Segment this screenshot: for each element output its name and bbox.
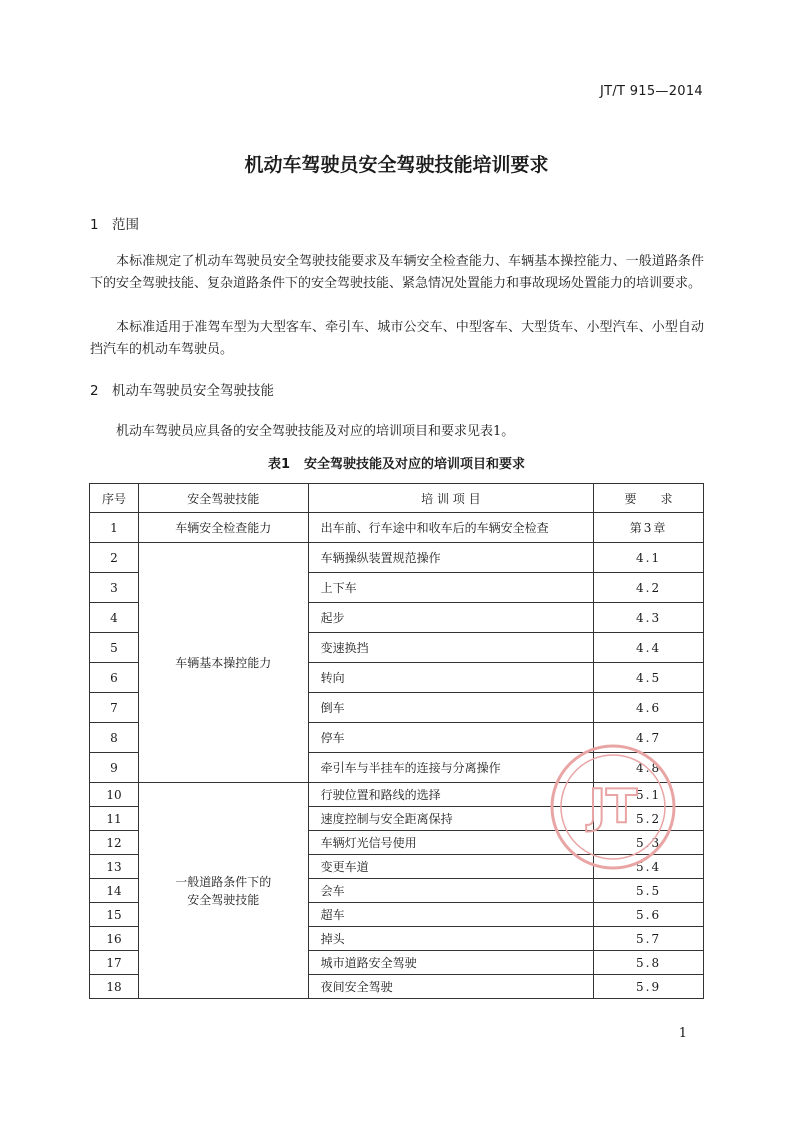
standard-code: JT/T 915—2014 <box>599 84 703 99</box>
table-row <box>90 513 704 543</box>
row-item: 速度控制与安全距离保持 <box>308 807 593 831</box>
row-requirement: 4.7 <box>594 723 704 753</box>
seal-logo-text: JT <box>588 779 638 833</box>
row-requirement: 4.6 <box>594 693 704 723</box>
row-seq: 6 <box>90 663 139 693</box>
row-seq: 7 <box>90 693 139 723</box>
table-caption <box>0 453 793 472</box>
training-requirements-table <box>89 483 704 999</box>
row-item: 出车前、行车途中和收车后的车辆安全检查 <box>308 513 593 543</box>
row-seq: 2 <box>90 543 139 573</box>
row-seq: 4 <box>90 603 139 633</box>
row-item: 起步 <box>308 603 593 633</box>
section-title: 范围 <box>112 217 139 233</box>
row-item: 会车 <box>308 879 593 903</box>
row-seq: 13 <box>90 855 139 879</box>
row-requirement: 4.2 <box>594 573 704 603</box>
row-requirement: 4.4 <box>594 633 704 663</box>
row-requirement: 5.3 <box>594 831 704 855</box>
row-item: 变更车道 <box>308 855 593 879</box>
table-header-row <box>90 484 704 513</box>
row-skill <box>138 783 308 999</box>
page-number: 1 <box>678 1026 687 1041</box>
table-caption-number: 表1 <box>267 457 291 472</box>
row-item: 停车 <box>308 723 593 753</box>
skill-line-2: 安全驾驶技能 <box>187 892 260 907</box>
scope-paragraph-1: 本标准规定了机动车驾驶员安全驾驶技能要求及车辆安全检查能力、车辆基本操控能力、一般道路条件下的安全驾驶技能、复杂道路条件下的安全驾驶技能、紧急情况处置能力和事故现场处置能力的培训要求。 <box>90 254 704 291</box>
header-requirement: 要 求 <box>594 484 704 513</box>
skill-line-1: 一般道路条件下的 <box>175 874 272 889</box>
row-requirement: 5.5 <box>594 879 704 903</box>
row-seq: 3 <box>90 573 139 603</box>
row-seq: 10 <box>90 783 139 807</box>
row-skill: 车辆安全检查能力 <box>138 513 308 543</box>
table-caption-text: 安全驾驶技能及对应的培训项目和要求 <box>304 457 526 472</box>
row-seq: 12 <box>90 831 139 855</box>
row-seq: 14 <box>90 879 139 903</box>
row-requirement: 5.9 <box>594 975 704 999</box>
row-requirement: 4.3 <box>594 603 704 633</box>
row-skill: 车辆基本操控能力 <box>138 543 308 783</box>
row-item: 车辆操纵装置规范操作 <box>308 543 593 573</box>
row-item: 转向 <box>308 663 593 693</box>
row-requirement: 5.6 <box>594 903 704 927</box>
row-requirement: 4.1 <box>594 543 704 573</box>
section-1-heading <box>90 213 139 233</box>
section-number: 1 <box>90 217 99 233</box>
skills-paragraph: 机动车驾驶员应具备的安全驾驶技能及对应的培训项目和要求见表1。 <box>116 424 515 439</box>
table-row <box>90 783 704 807</box>
row-requirement: 5.2 <box>594 807 704 831</box>
row-requirement: 4.5 <box>594 663 704 693</box>
row-seq: 1 <box>90 513 139 543</box>
row-seq: 15 <box>90 903 139 927</box>
row-requirement: 5.1 <box>594 783 704 807</box>
row-item: 倒车 <box>308 693 593 723</box>
row-item: 夜间安全驾驶 <box>308 975 593 999</box>
row-seq: 17 <box>90 951 139 975</box>
header-skill: 安全驾驶技能 <box>138 484 308 513</box>
row-item: 城市道路安全驾驶 <box>308 951 593 975</box>
table-row <box>90 543 704 573</box>
row-item: 变速换挡 <box>308 633 593 663</box>
section-title: 机动车驾驶员安全驾驶技能 <box>112 383 274 399</box>
row-seq: 16 <box>90 927 139 951</box>
row-requirement: 4.8 <box>594 753 704 783</box>
row-item: 超车 <box>308 903 593 927</box>
row-requirement: 5.4 <box>594 855 704 879</box>
row-item: 车辆灯光信号使用 <box>308 831 593 855</box>
row-seq: 18 <box>90 975 139 999</box>
section-number: 2 <box>90 383 99 399</box>
row-requirement: 5.8 <box>594 951 704 975</box>
row-requirement: 5.7 <box>594 927 704 951</box>
row-item: 行驶位置和路线的选择 <box>308 783 593 807</box>
document-title: 机动车驾驶员安全驾驶技能培训要求 <box>244 154 549 176</box>
row-item: 牵引车与半挂车的连接与分离操作 <box>308 753 593 783</box>
row-requirement: 第3章 <box>594 513 704 543</box>
row-item: 上下车 <box>308 573 593 603</box>
section-2-heading <box>90 379 274 399</box>
header-item: 培 训 项 目 <box>308 484 593 513</box>
row-seq: 9 <box>90 753 139 783</box>
row-seq: 8 <box>90 723 139 753</box>
scope-paragraph-2: 本标准适用于准驾车型为大型客车、牵引车、城市公交车、中型客车、大型货车、小型汽车、小型自动挡汽车的机动车驾驶员。 <box>90 320 704 357</box>
row-seq: 5 <box>90 633 139 663</box>
row-item: 掉头 <box>308 927 593 951</box>
header-seq: 序号 <box>90 484 139 513</box>
row-seq: 11 <box>90 807 139 831</box>
